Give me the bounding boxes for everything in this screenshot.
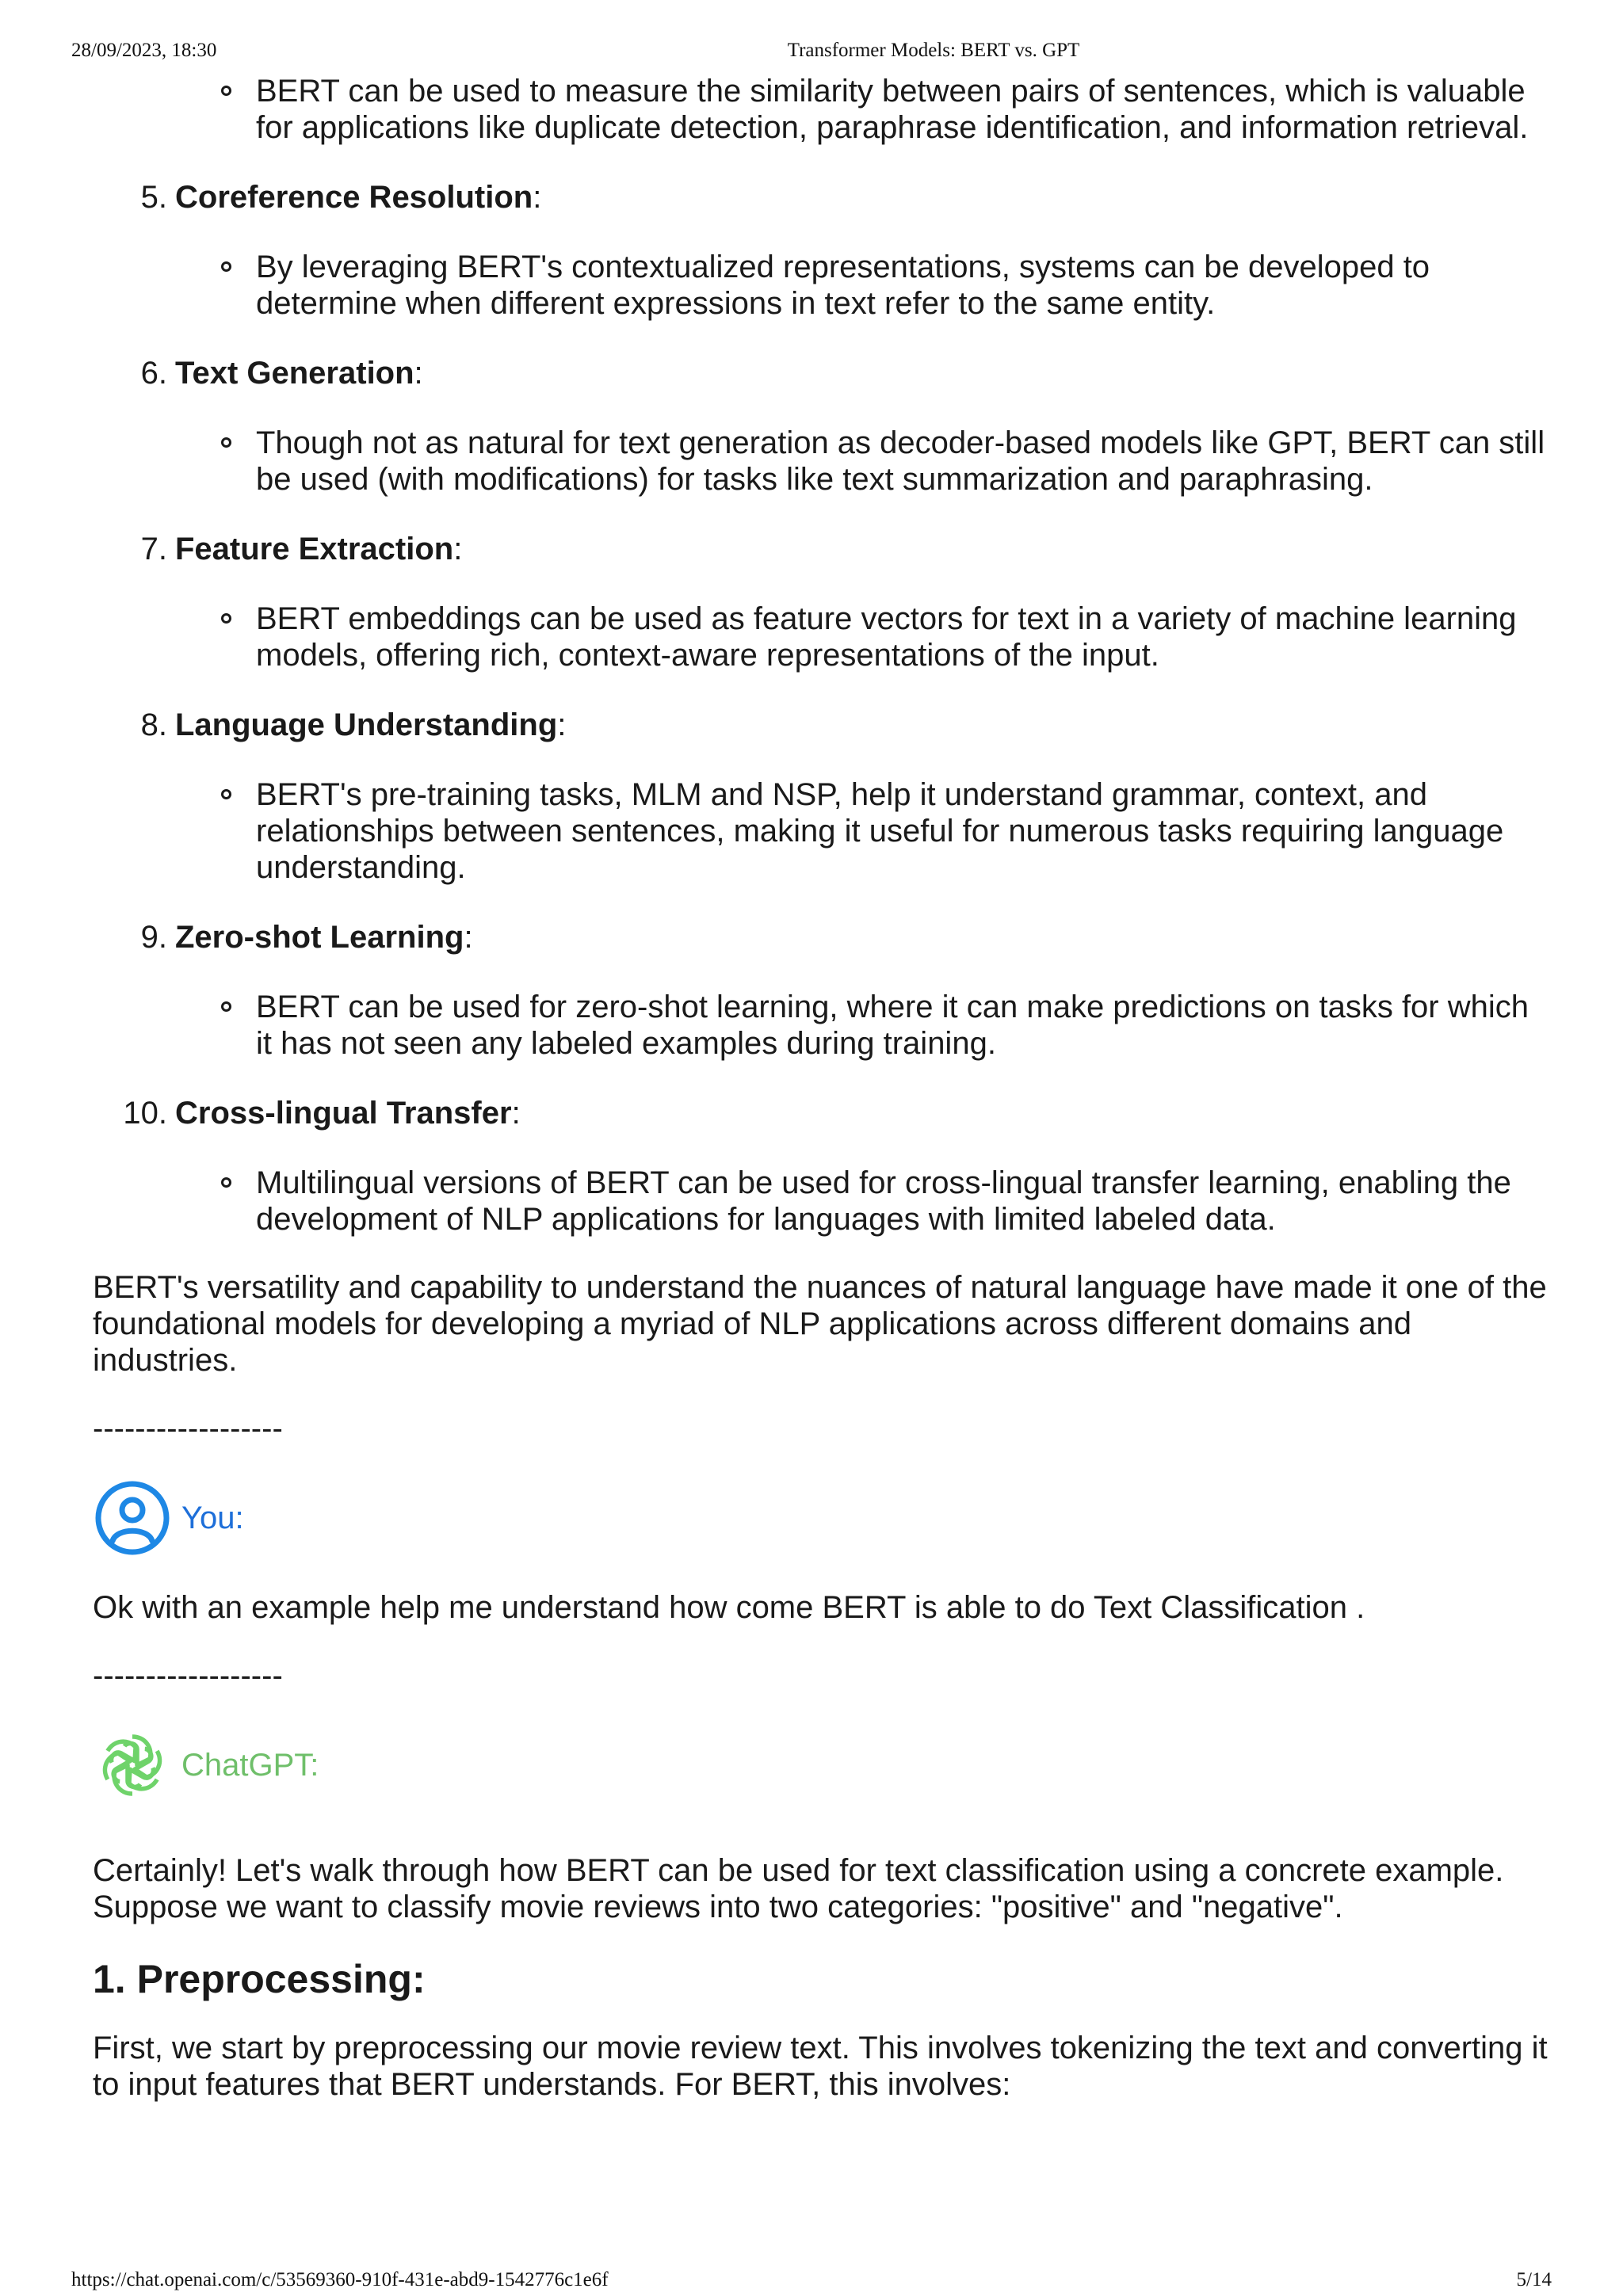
user-message: Ok with an example help me understand how come BERT is able to do Text Classification .	[93, 1590, 1365, 1625]
item-colon: :	[511, 1096, 521, 1131]
list-sub-bullet	[256, 73, 1551, 146]
circle-bullet-icon	[221, 789, 231, 799]
openai-logo-icon	[93, 1726, 172, 1805]
circle-bullet-icon	[221, 613, 231, 624]
item-title: Zero-shot Learning	[175, 920, 464, 955]
item-title: Cross-lingual Transfer	[175, 1096, 512, 1131]
numbered-list-item	[123, 1095, 1551, 1131]
message-divider: ------------------	[93, 1658, 283, 1693]
assistant-name-label: ChatGPT:	[181, 1748, 319, 1783]
print-title: Transformer Models: BERT vs. GPT	[787, 40, 1080, 61]
item-number: 9.	[140, 920, 167, 955]
circle-bullet-icon	[221, 1177, 231, 1188]
item-title: Language Understanding	[175, 707, 558, 742]
item-colon: :	[464, 920, 473, 955]
sub-bullet-text: BERT can be used to measure the similarity between pairs of sentences, which is valuable for applications like duplicate detection, paraphrase identification, and information retrieval.	[256, 74, 1529, 145]
list-sub-bullet	[256, 601, 1551, 673]
list-sub-bullet	[256, 1165, 1551, 1238]
circle-bullet-icon	[221, 1001, 231, 1012]
numbered-list-item	[140, 355, 1551, 391]
sub-bullet-text: BERT can be used for zero-shot learning, where it can make predictions on tasks for which it has not seen any labeled examples during training.	[256, 990, 1529, 1061]
print-header	[0, 40, 1623, 65]
sub-bullet-text: BERT embeddings can be used as feature vectors for text in a variety of machine learning models, offering rich, context-aware representations of the input.	[256, 601, 1517, 673]
item-colon: :	[414, 356, 423, 391]
summary-paragraph: BERT's versatility and capability to understand the nuances of natural language have made it one of the foundational models for developing a myriad of NLP applications across different domains and industries.	[93, 1270, 1547, 1378]
sub-bullet-text: By leveraging BERT's contextualized representations, systems can be developed to determine when different expressions in text refer to the same entity.	[256, 250, 1430, 321]
list-sub-bullet	[256, 249, 1551, 322]
list-sub-bullet	[256, 425, 1551, 498]
print-page-number: 5/14	[1516, 2269, 1552, 2290]
item-number: 5.	[140, 180, 167, 215]
list-sub-bullet	[256, 989, 1551, 1062]
print-datetime: 28/09/2023, 18:30	[71, 40, 217, 61]
section-paragraph: First, we start by preprocessing our movie review text. This involves tokenizing the text and converting it to input features that BERT understands. For BERT, this involves:	[93, 2031, 1548, 2102]
item-title: Feature Extraction	[175, 532, 454, 566]
sub-bullet-text: Though not as natural for text generation as decoder-based models like GPT, BERT can still be used (with modifications) for tasks like text summarization and paraphrasing.	[256, 425, 1545, 497]
circle-bullet-icon	[221, 261, 231, 272]
assistant-intro: Certainly! Let's walk through how BERT can be used for text classification using a concrete example. Suppose we want to classify movie reviews into two categories: "positive" and "negative".	[93, 1853, 1504, 1924]
item-number: 10.	[123, 1096, 167, 1131]
user-speaker-header	[93, 1478, 1551, 1558]
item-title: Coreference Resolution	[175, 180, 533, 215]
message-divider: ------------------	[93, 1411, 283, 1446]
assistant-speaker-header	[93, 1726, 1551, 1805]
item-number: 7.	[140, 532, 167, 566]
numbered-list-item	[140, 531, 1551, 567]
user-name-label: You:	[181, 1501, 244, 1535]
print-url: https://chat.openai.com/c/53569360-910f-431e-abd9-1542776c1e6f	[71, 2269, 609, 2290]
numbered-list-item	[140, 179, 1551, 215]
numbered-list-item	[140, 919, 1551, 955]
item-number: 6.	[140, 356, 167, 391]
sub-bullet-text: Multilingual versions of BERT can be used for cross-lingual transfer learning, enabling the development of NLP applications for languages with limited labeled data.	[256, 1165, 1511, 1237]
section-heading: 1. Preprocessing:	[93, 1957, 426, 2001]
conversation-content	[93, 73, 1551, 2103]
item-colon: :	[557, 707, 567, 742]
print-footer	[0, 2269, 1623, 2294]
circle-bullet-icon	[221, 437, 231, 448]
sub-bullet-text: BERT's pre-training tasks, MLM and NSP, help it understand grammar, context, and relationships between sentences, making it useful for numerous tasks requiring language understanding.	[256, 777, 1504, 885]
numbered-list-item	[140, 707, 1551, 743]
item-title: Text Generation	[175, 356, 414, 391]
numbered-list	[93, 179, 1551, 1238]
user-circle-icon	[93, 1478, 172, 1558]
item-colon: :	[533, 180, 542, 215]
list-sub-bullet	[256, 776, 1551, 886]
item-colon: :	[453, 532, 463, 566]
item-number: 8.	[140, 707, 167, 742]
circle-bullet-icon	[221, 86, 231, 96]
